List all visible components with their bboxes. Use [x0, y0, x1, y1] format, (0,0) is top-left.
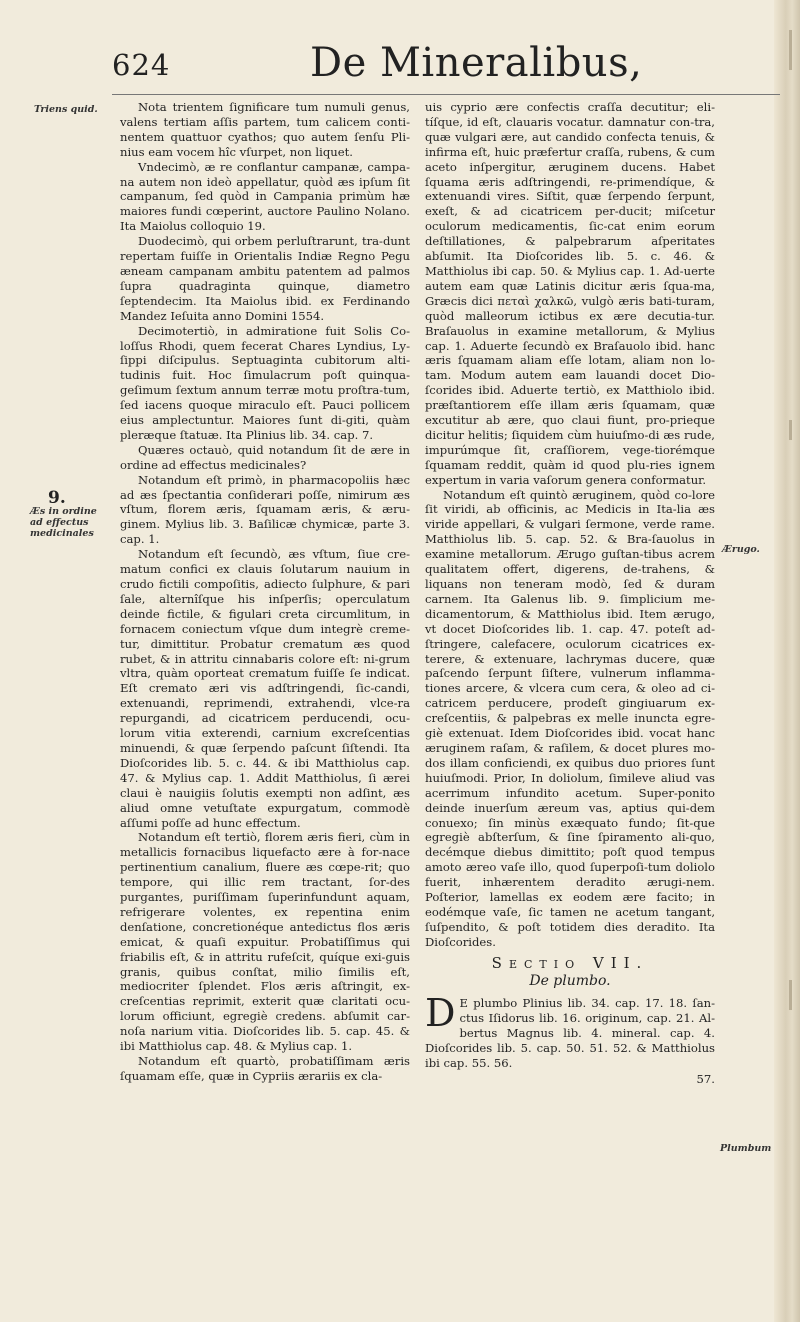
dropcap-letter: D [425, 991, 456, 1036]
paragraph-with-dropcap [425, 991, 715, 1071]
running-title: De Mineralibus, [310, 40, 643, 86]
paragraph: Notandum eſt quintò æruginem, quòd co-lore ſit viridi, ab officinis, ac Medicis in Ita-lia æs viride appellari, & vulgari ſermone, verde rame. Matthiolus lib. 5. cap. 52. & Bra-ſauolus in examine metallorum. Ærugo guſtan-tibus acrem qualitatem offert, digerens, de-trahens, & liquans non teneram modò, ſed & duram carnem. Ita Galenus lib. 9. ſimplicium me-dicamentorum, & Matthiolus ibid. Item ærugo, vt docet Dioſcorides lib. 1. cap. 47. poteſt ad-ſtringere, calefacere, oculorum cicatrices ex-terere, & extenuare, lachrymas ducere, quæ paſcendo ſerpunt ſiſtere, vulnerum inflamma-tiones arcere, & vlcera cum cera, & oleo ad ci-catricem perducere, prodeſt gingiuarum ex-creſcentiis, & palpebras ex melle inuncta egre-giè extenuat. Idem Dioſcorides ibid. vocat hanc æruginem raſam, & raſilem, & docet plures mo-dos illam conficiendi, ex quibus duo priores ſunt huiuſmodi. Prior, In doliolum, ſimileve aliud vas acerrimum infundito acetum. Super-ponito deinde inuerſum æreum vas, aptius qui-dem conuexo; ſin minùs exæquato fundo; ſit-que egregiè abſterſum, & ſine ſpiramento ali-quo, decémque diebus dimittito; poſt quod tempus amoto æreo vaſe illo, quod ſuperpoſi-tum doliolo fuerit, inhærentem deradito ærugi-nem. Poſterior, lamellas ex eodem ære facito; in eodémque vaſe, ſic tamen ne acetum tangant, ſuſpendito, & poſt totidem dies deradito. Ita Dioſcorides. [425, 487, 715, 949]
page-edge-shadow [774, 0, 800, 1322]
paragraph-text: E plumbo Plinius lib. 34. cap. 17. 18. ſan-ctus Iſidorus lib. 16. originum, cap. 21. Al-bertus Magnus lib. 4. mineral. cap. 4. Dioſcorides lib. 5. cap. 50. 51. 52. & Matthiolus ibi cap. 55. 56. [425, 996, 715, 1071]
paragraph: Decimotertiò, in admiratione fuit Solis Co-loſſus Rhodi, quem fecerat Chares Lyndius, Ly-ſippi diſcipulus. Septuaginta cubitorum alti-tudinis fuit. Hoc ſimulacrum poſt quinqua-geſimum ſextum annum terræ motu proſtra-tum, ſed iacens quoque miraculo eſt. Pauci pollicem eius amplectuntur. Maiores ſunt di-giti, quàm pleræque ſtatuæ. Ita Plinius lib. 34. cap. 7. [120, 323, 410, 442]
paragraph: Quæres octauò, quid notandum ſit de ære in ordine ad effectus medicinales? [120, 442, 410, 472]
paragraph: Notandum eſt tertiò, florem æris fieri, cùm in metallicis fornacibus liquefacto ære à for-nace pertinentium canalium, fluere æs cœpe-rit; quo tempore, qui illic rem tractant, ſor-des purgantes, puriſſimam ſuperinfundunt aquam, refrigerare volentes, ex repentina enim denſatione, concretionéque antedictus flos æris emicat, & quaſi expuitur. Probatiſſimus qui friabilis eſt, & in attritu rufeſcit, quíque exi-guis granis, quibus conſtat, milio ſimilis eſt, mediocriter ſplendet. Flos æris aſtringit, ex-creſcentias reprimit, exterit quæ claritati ocu-lorum officiunt, egregiè credens. abſumit car-noſa narium vitia. Dioſcorides lib. 5. cap. 45. & ibi Matthiolus cap. 48. & Mylius cap. 1. [120, 830, 410, 1054]
edge-mark [789, 980, 792, 1010]
paragraph: Notandum eſt primò, in pharmacopoliis hæc ad æs ſpectantia conſiderari poſſe, nimirum æs vſtum, florem æris, ſquamam æris, & æru-ginem. Mylius lib. 3. Baſilicæ chymicæ, parte 3. cap. 1. [120, 472, 410, 547]
margin-note-aerugo: Ærugo. [722, 544, 760, 555]
paragraph: uis cyprio ære confectis craſſa decutitur; eli-tíſque, id eſt, clauaris vocatur. damnatur con-tra, quæ vulgari ære, aut candido confecta tenuis, & infirma eſt, huic præfertur craſſa, rubens, & cum aceto inſpergitur, æruginem ducens. Habet ſquama æris adſtringendi, re-primendíque, & extenuandi vires. Siſtit, quæ ſerpendo ſerpunt, exeſt, & ad cicatricem per-ducit; miſcetur oculorum medicamentis, ſic-cat enim eorum deſtillationes, & palpebrarum aſperitates abſumit. Ita Dioſcorides lib. 5. c. 46. & Matthiolus ibi cap. 50. & Mylius cap. 1. Ad-uerte autem eam quæ Latinis dicitur æris ſqua-ma, Græcis dici πεταὶ χαλκῶ, vulgò æris bati-turam, quòd malleorum ictibus ex ære decutia-tur. Braſauolus in examine metallorum, & Mylius cap. 1. Aduerte ſecundò ex Braſauolo ibid. hanc æris ſquamam aliam eſſe lotam, aliam non lo-tam. Modum autem eam lauandi docet Dio-ſcorides ibid. Aduerte tertiò, ex Matthiolo ibid. præſtantiorem eſſe illam æris ſquamam, quæ excutitur ab ære, quo claui fiunt, pro-prieque dicitur helitis; ſiquidem cùm huiuſmo-di æs rude, impurúmque ſit, craſſiorem, vege-tiorémque ſquamam reddit, quàm id quod plu-ries ignem expertum in varia vaſorum genera conformatur. [425, 100, 715, 487]
margin-note-plumbum: Plumbum [720, 1143, 772, 1154]
paragraph: Notandum eſt quartò, probatiſſimam æris ſquamam eſſe, quæ in Cypriis ærariis ex cla- [120, 1054, 410, 1083]
section-heading: Sectio VII. [491, 953, 649, 972]
margin-note-aes: Æs in ordine ad effectus medicinales [30, 506, 97, 539]
section-subtitle: De plumbo. [529, 972, 611, 989]
page-header [112, 40, 782, 98]
catchword: 57. [696, 1072, 715, 1086]
header-rule [112, 94, 780, 95]
edge-mark [789, 420, 792, 440]
edge-mark [789, 30, 792, 70]
left-column [120, 100, 410, 1084]
section-marker: 9. [48, 488, 66, 508]
margin-note-triens: Triens quid. [34, 104, 98, 115]
paragraph: Notandum eſt ſecundò, æs vſtum, ſiue cre-matum confici ex clauis ſolutarum nauium in crudo fictili compoſitis, adiecto ſulphure, & pari ſale, alternîſque his inſperſis; operculatum deinde fictile, & figulari creta circumlitum, in fornacem coniectum vſque dum integrè creme-tur, dimittitur. Probatur crematum æs quod rubet, & in attritu cinnabaris colore eſt: ni-grum vltra, quàm oporteat crematum fuiſſe ſe indicat. Eſt cremato æri vis adſtringendi, ſic-candi, extenuandi, reprimendi, extrahendi, vlce-ra repurgandi, ad cicatricem perducendi, ocu-lorum vitia exterendi, carnium excreſcentias minuendi, & quæ ſerpendo paſcunt ſiſtendi. Ita Dioſcorides lib. 5. c. 44. & ibi Matthiolus cap. 47. & Mylius cap. 1. Addit Matthiolus, ſi ærei claui è nauigiis ſolutis exempti non adſint, æs aliud omne vetuſtate expurgatum, commodè aſſumi poſſe ad hunc effectum. [120, 547, 410, 830]
paragraph: Vndecimò, æ re conflantur campanæ, campa-na autem non ideò appellatur, quòd æs ipſum ſit campanum, ſed quòd in Campania primùm hæ maiores fundi cœperint, auctore Paulino Nolano. Ita Maiolus colloquio 19. [120, 159, 410, 234]
paragraph: Duodecimò, qui orbem perluſtrarunt, tra-dunt repertam fuiſſe in Orientalis Indiæ Regno Pegu æneam campanam ambitu patentem ad palmos ſupra quadraginta quinque, diametro ſeptendecim. Ita Maiolus ibid. ex Ferdinando Mandez Ieſuita anno Domini 1554. [120, 234, 410, 323]
page-number: 624 [112, 48, 171, 82]
paragraph: Nota trientem ſignificare tum numuli genus, valens tertiam aſſis partem, tum calicem conti-nentem quattuor cyathos; quo autem ſenſu Pli-nius eam vocem hîc vſurpet, non liquet. [120, 100, 410, 159]
right-column [425, 100, 715, 1087]
